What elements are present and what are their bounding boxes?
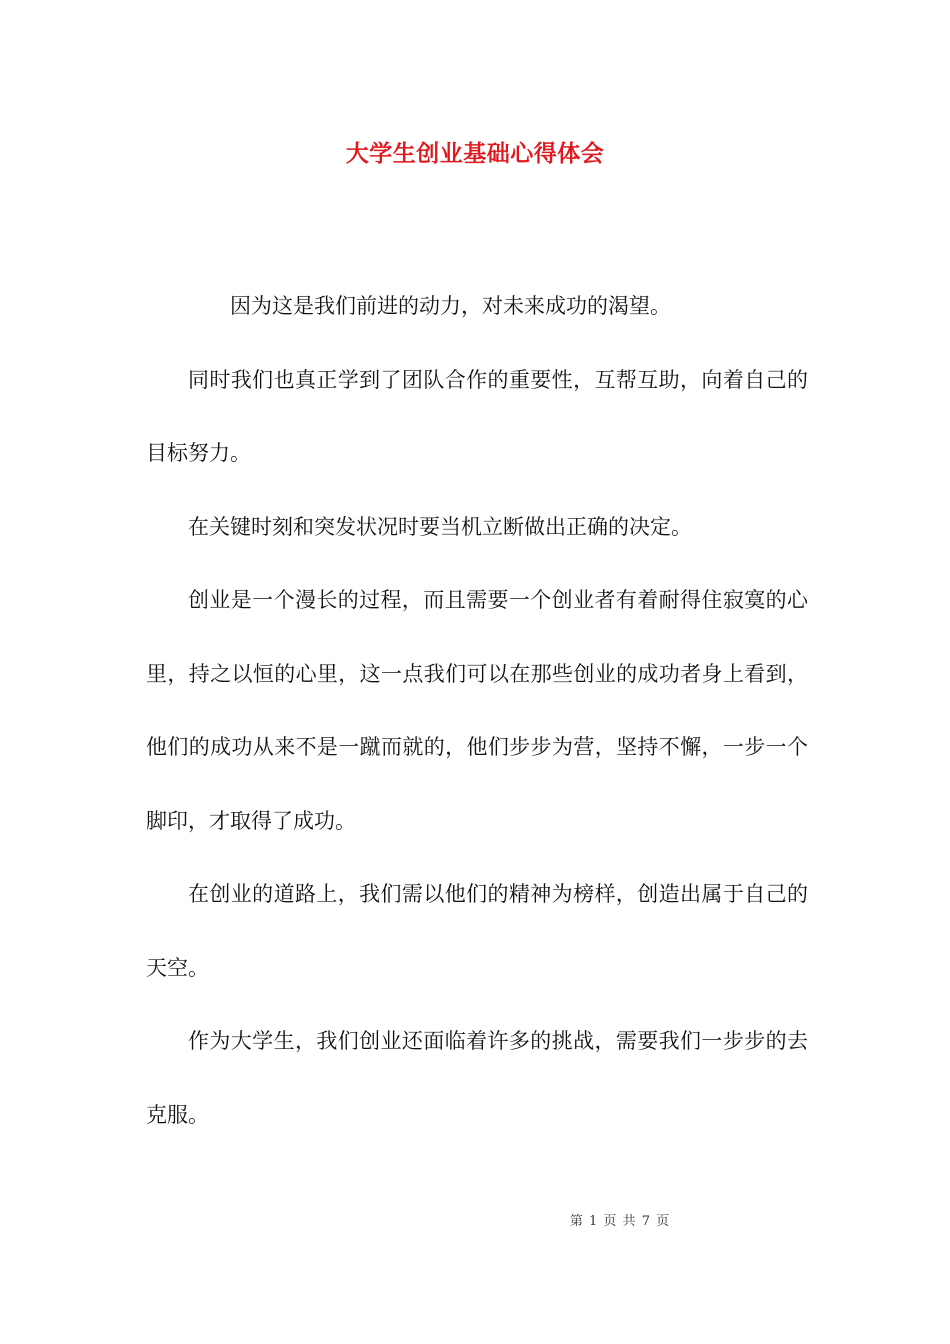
paragraph: 作为大学生，我们创业还面临着许多的挑战，需要我们一步步的去克服。 [146, 1029, 808, 1127]
document-title: 大学生创业基础心得体会 [345, 140, 605, 167]
page-number-footer: 第 1 页 共 7 页 [569, 1214, 671, 1229]
paragraph: 创业是一个漫长的过程，而且需要一个创业者有着耐得住寂寞的心里，持之以恒的心里，这一点我们可以在那些创业的成功者身上看到，他们的成功从来不是一蹴而就的，他们步步为营，坚持不懈，一步一个脚印，才取得了成功。 [146, 588, 808, 833]
paragraph: 同时我们也真正学到了团队合作的重要性，互帮互助，向着自己的目标努力。 [146, 367, 808, 465]
document-body [146, 270, 808, 1152]
paragraph: 在关键时刻和突发状况时要当机立断做出正确的决定。 [188, 514, 692, 539]
paragraph: 在创业的道路上，我们需以他们的精神为榜样，创造出属于自己的天空。 [146, 882, 808, 980]
paragraph: 因为这是我们前进的动力，对未来成功的渴望。 [230, 294, 671, 318]
